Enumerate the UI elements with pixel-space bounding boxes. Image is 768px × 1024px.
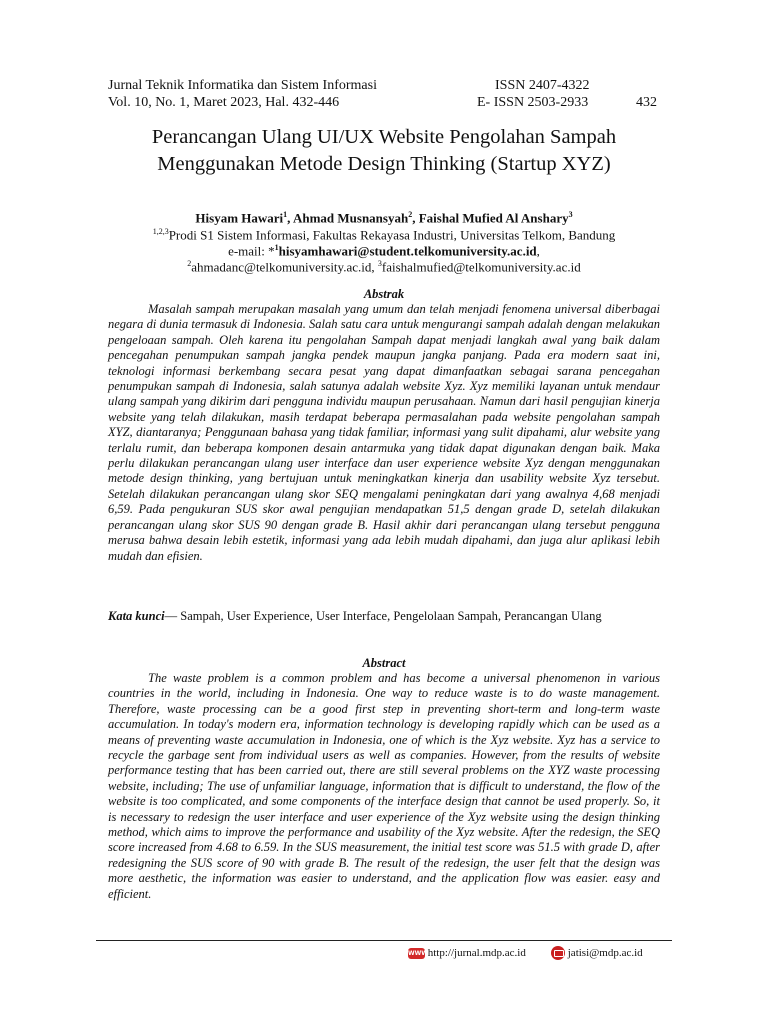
email-line-2 bbox=[60, 256, 708, 275]
email-2[interactable]: ahmadanc@telkomuniversity.ac.id, bbox=[191, 259, 378, 275]
email-1-sup: 1 bbox=[274, 243, 279, 252]
author-3-sup: 3 bbox=[568, 210, 573, 219]
email-1-tail: , bbox=[536, 243, 540, 259]
keywords-text: — Sampah, User Experience, User Interface, Pengelolaan Sampah, Perancangan Ulang bbox=[164, 609, 602, 623]
affiliation-text: Prodi S1 Sistem Informasi, Fakultas Rekayasa Industri, Universitas Telkom, Bandung bbox=[168, 227, 616, 243]
page-number: 432 bbox=[636, 95, 657, 110]
abstrak-text: Masalah sampah merupakan masalah yang umum dan telah menjadi fenomena universal diberbagai negara di dunia termasuk di Indonesia. Salah satu cara untuk mengurangi sampah adalah dengan melakukan pengeloaan sampah. Oleh karena itu pengolahan Sampah dapat menjadi langkah awal yang baik dalam pencegahan penumpukan sampah jangka pendek maupun jangka panjang. Pada era modern saat ini, teknologi informasi berkembang secara pesat yang dapat dimanfaatkan sebagai sarana pencegahan penumpukan sampah di Indonesia, salah satunya adalah website Xyz. Xyz memiliki layanan untuk mendaur ulang sampah yang dikirim dari pengguna individu maupun perusahaan. Namun dari hasil pengujian kinerja website yang telah dilakukan, masih terdapat beberapa permasalahan pada website pengolahan sampah XYZ, diantaranya; Penggunaan bahasa yang tidak familiar, informasi yang sulit dipahami, alur website yang terlalu rumit, dan beberapa komponen desain antarmuka yang tidak dapat digunakan dengan baik. Maka perlu dilakukan perancangan ulang user interface dan user experience website Xyz dengan menggunakan metode design thinking, yang bertujuan untuk meningkatkan kinerja dan usability website Xyz tersebut. Setelah dilakukan perancangan ulang skor SEQ mengalami peningkatan dari yang awalnya 4,68 menjadi 6,59. Pada pengukuran SUS skor awal pengujian mendapatkan 51,5 dengan grade D, setelah dilakukan perancangan ulang skor SUS 90 dengan grade B. Hasil akhir dari perancangan ulang tersebut pengguna merusa bahwa desain lebih estetik, informasi yang ada lebih mudah dipahami, dan juga alur aplikasi lebih mudah dan efisien. bbox=[108, 302, 660, 563]
keywords-label: Kata kunci bbox=[108, 609, 165, 623]
author-sep: , bbox=[287, 210, 293, 226]
abstract-heading: Abstract bbox=[362, 656, 406, 670]
email-3-sup: 3 bbox=[377, 259, 382, 268]
abstract-body bbox=[108, 671, 660, 902]
author-1-sup: 1 bbox=[283, 210, 288, 219]
footer-url bbox=[408, 946, 526, 960]
paper-title bbox=[60, 124, 708, 178]
footer-divider bbox=[96, 940, 672, 941]
title-line-2: Menggunakan Metode Design Thinking (Startup XYZ) bbox=[157, 153, 611, 175]
journal-url[interactable]: http://jurnal.mdp.ac.id bbox=[427, 947, 526, 959]
title-line-1: Perancangan Ulang UI/UX Website Pengolahan Sampah bbox=[151, 126, 617, 148]
volume-info: Vol. 10, No. 1, Maret 2023, Hal. 432-446 bbox=[108, 95, 340, 110]
keywords bbox=[108, 609, 660, 624]
author-sep: , bbox=[412, 210, 419, 226]
mail-icon bbox=[551, 946, 565, 960]
footer-email bbox=[551, 946, 643, 960]
email-3[interactable]: faishalmufied@telkomuniversity.ac.id bbox=[381, 259, 581, 275]
author-2: Ahmad Musnansyah bbox=[292, 210, 409, 226]
author-1: Hisyam Hawari bbox=[195, 210, 284, 226]
journal-email[interactable]: jatisi@mdp.ac.id bbox=[567, 947, 643, 959]
eissn: E- ISSN 2503-2933 bbox=[477, 95, 589, 110]
abstract-text: The waste problem is a common problem and has become a universal phenomenon in various countries in the world, including in Indonesia. One way to reduce waste is to do waste management. Therefore, waste processing can be a good first step in preventing short-term and long-term waste accumulation. In today's modern era, information technology is developing rapidly which can be used as a means of preventing waste accumulation in Indonesia, one of which is the Xyz website. Xyz has a service to recycle the garbage sent from individual users as well as companies. However, from the results of website performance testing that has been carried out, there are still several problems on the XYZ waste processing website, including; The use of unfamiliar language, information that is difficult to understand, the flow of the website is too complicated, and some components of the interface design that cannot be used properly. So, it is necessary to redesign the user interface and user experience of the Xyz website using the design thinking method, which aims to improve the performance and usability of the Xyz website. After the redesign, the SEQ score increased from 4.68 to 6.59. In the SUS measurement, the initial test score was 51.5 with grade D, after redesigning the SUS score of 90 with grade B. The result of the redesign, the user felt that the design was more aesthetic, the information was easier to understand, and the application flow was easier. easy and efficient. bbox=[108, 671, 660, 901]
affiliation-sup: 1,2,3 bbox=[152, 227, 169, 236]
www-icon: WWW bbox=[408, 949, 428, 957]
author-2-sup: 2 bbox=[408, 210, 413, 219]
issn: ISSN 2407-4322 bbox=[495, 78, 590, 93]
author-3: Faishal Mufied Al Anshary bbox=[418, 210, 569, 226]
email-1[interactable]: hisyamhawari@student.telkomuniversity.ac.id bbox=[278, 243, 537, 259]
email-label: e-mail: * bbox=[228, 243, 275, 259]
email-2-sup: 2 bbox=[187, 259, 192, 268]
abstrak-body bbox=[108, 302, 660, 564]
journal-name: Jurnal Teknik Informatika dan Sistem Informasi bbox=[108, 78, 377, 93]
abstrak-heading: Abstrak bbox=[363, 287, 405, 301]
